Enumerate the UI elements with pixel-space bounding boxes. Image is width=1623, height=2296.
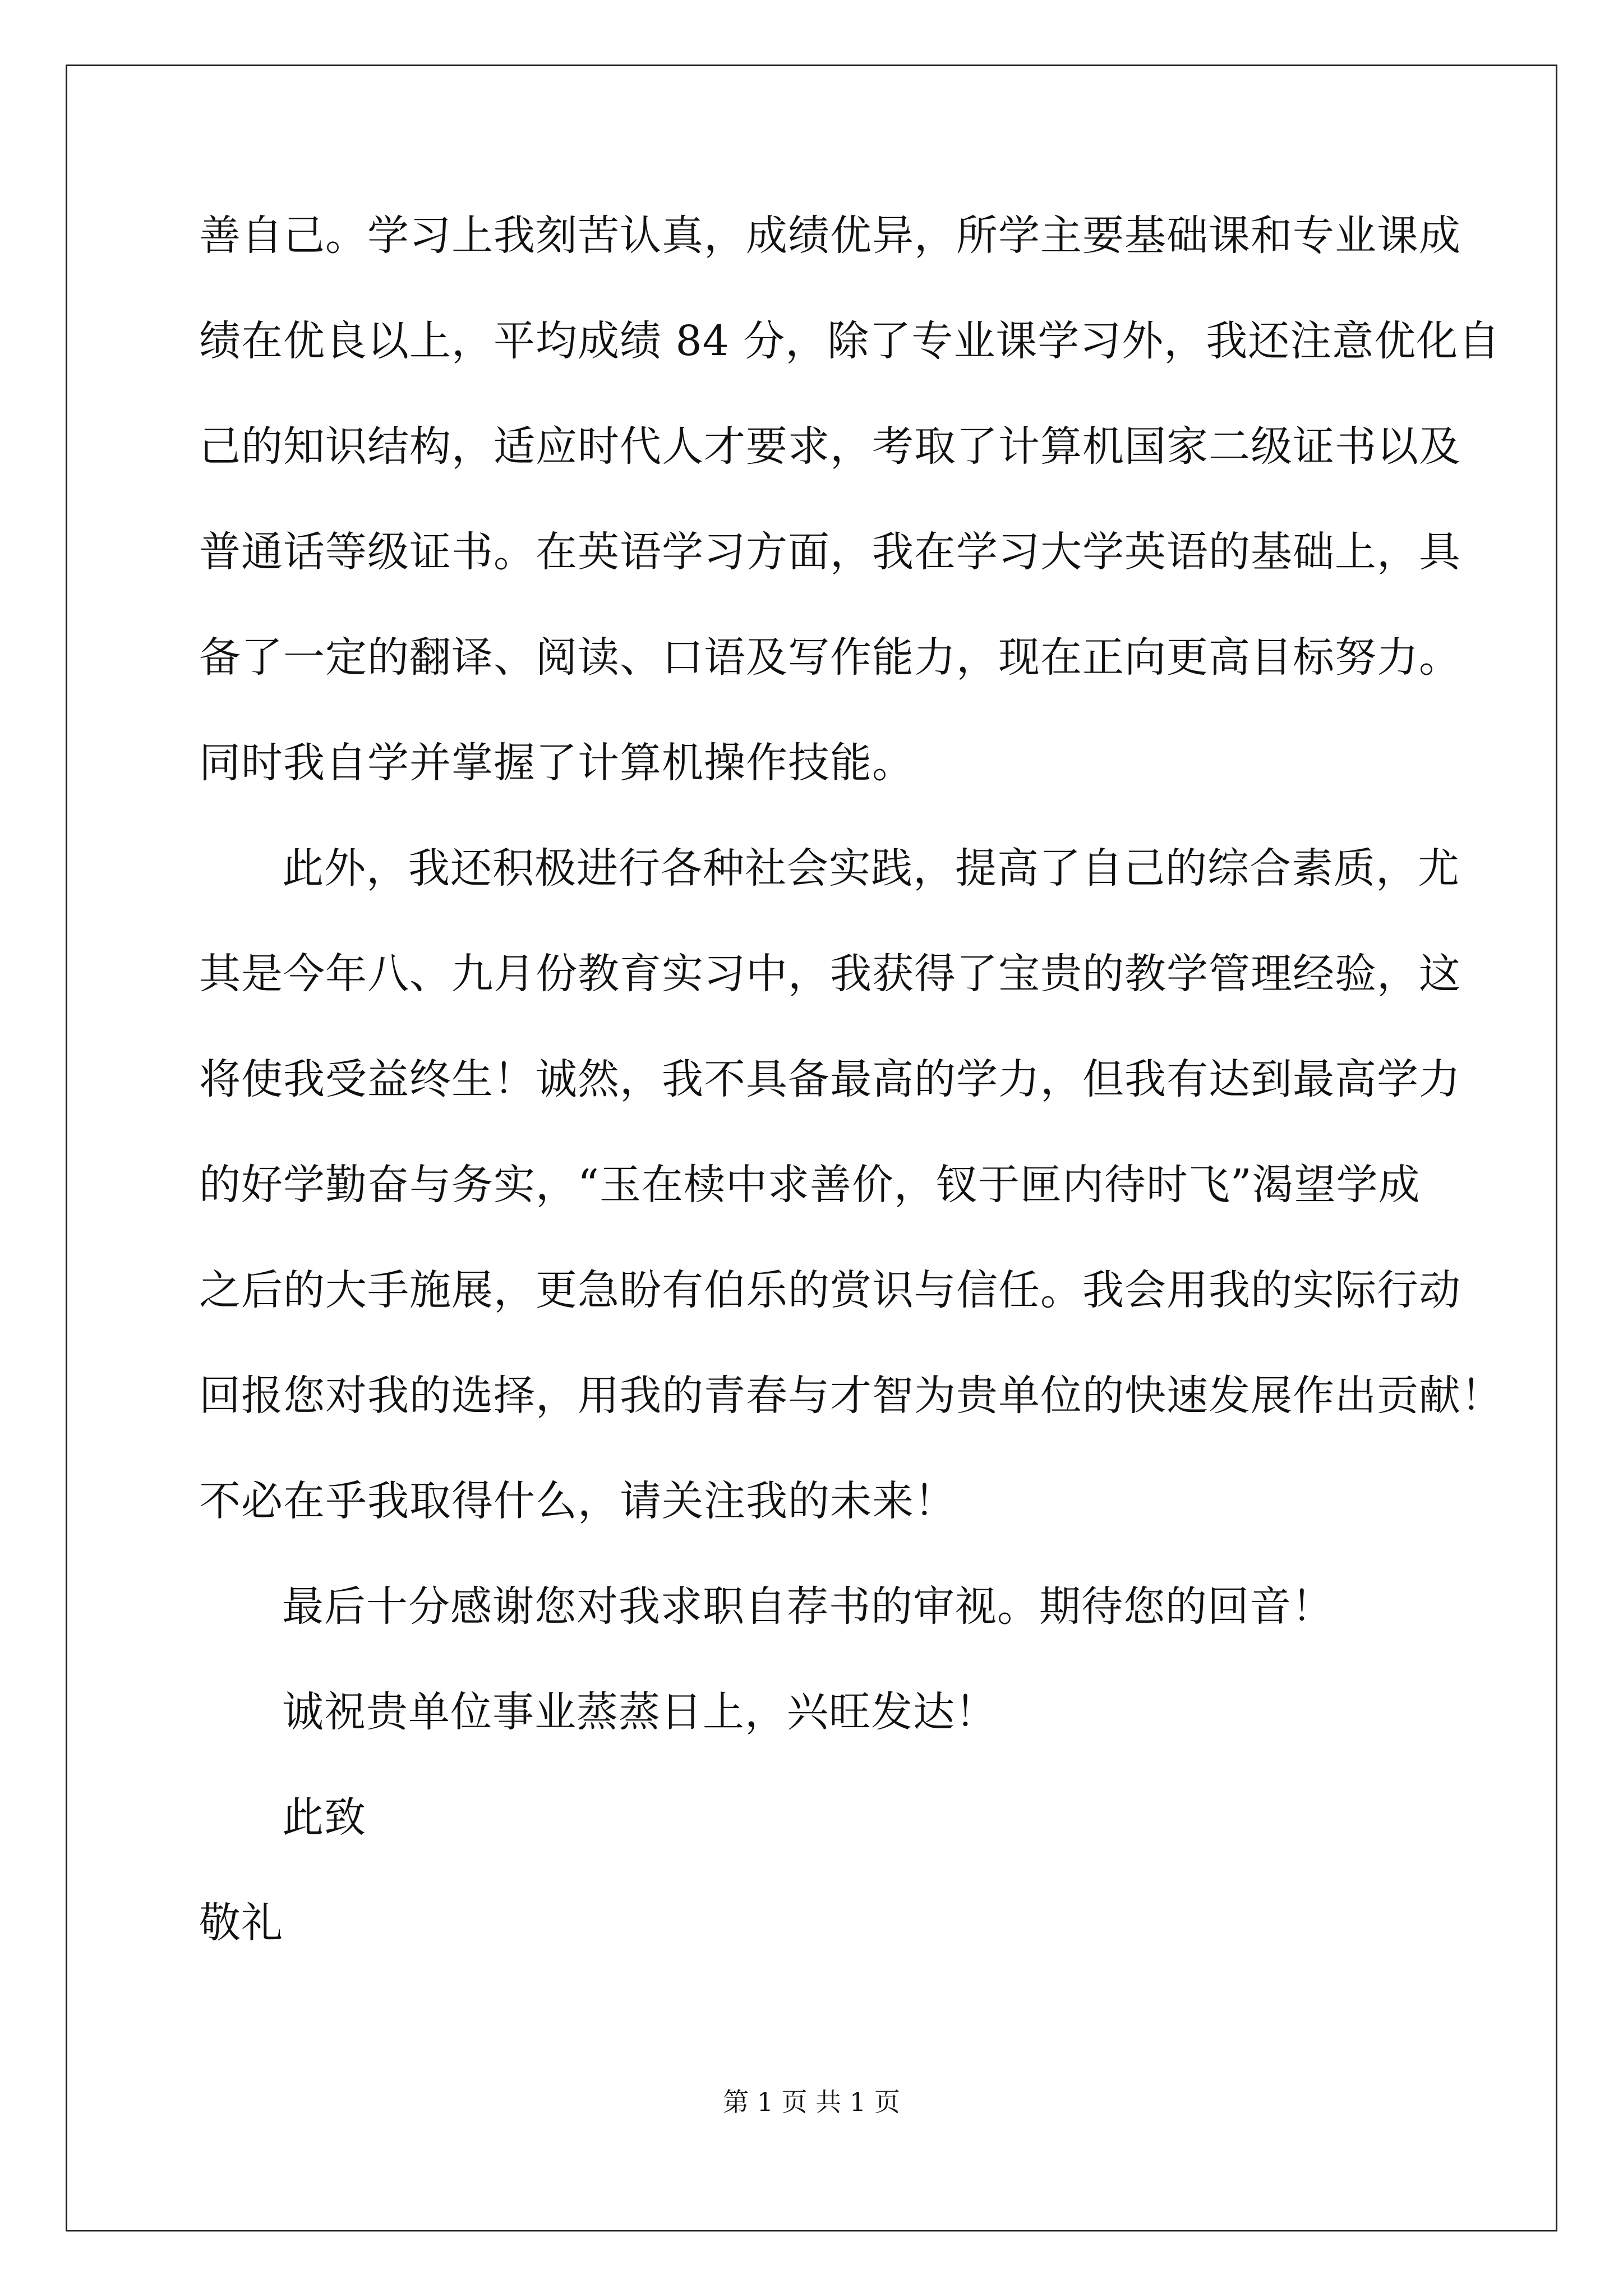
text-line: 回报您对我的选择，用我的青春与才智为贵单位的快速发展作出贡献！ xyxy=(199,1372,1503,1420)
text-line: 将使我受益终生！诚然，我不具备最高的学力，但我有达到最高学力 xyxy=(199,1055,1461,1103)
text-line: 不必在乎我取得什么，请关注我的未来！ xyxy=(199,1477,956,1525)
text-line: 诚祝贵单位事业蒸蒸日上，兴旺发达！ xyxy=(282,1688,997,1736)
page-border xyxy=(66,65,1557,2231)
text-line: 普通话等级证书。在英语学习方面，我在学习大学英语的基础上，具 xyxy=(199,528,1461,576)
text-line: 己的知识结构，适应时代人才要求，考取了计算机国家二级证书以及 xyxy=(199,422,1461,471)
text-line: 的好学勤奋与务实，“玉在椟中求善价，钗于匣内待时飞”渴望学成 xyxy=(199,1161,1421,1209)
text-line: 之后的大手施展，更急盼有伯乐的赏识与信任。我会用我的实际行动 xyxy=(199,1266,1461,1314)
closing-salutation: 此致 xyxy=(282,1793,366,1842)
text-line: 此外，我还积极进行各种社会实践，提高了自己的综合素质，尤 xyxy=(282,844,1460,892)
text-line: 最后十分感谢您对我求职自荐书的审视。期待您的回音！ xyxy=(282,1582,1334,1631)
text-line: 善自己。学习上我刻苦认真，成绩优异，所学主要基础课和专业课成 xyxy=(199,211,1461,260)
text-line: 同时我自学并掌握了计算机操作技能。 xyxy=(199,739,914,787)
text-line: 绩在优良以上，平均成绩 84 分，除了专业课学习外，我还注意优化自 xyxy=(199,317,1501,365)
text-line: 其是今年八、九月份教育实习中，我获得了宝贵的教学管理经验，这 xyxy=(199,950,1461,998)
closing-regards: 敬礼 xyxy=(199,1899,283,1947)
page-number-footer: 第 1 页 共 1 页 xyxy=(723,2087,900,2117)
text-line: 备了一定的翻译、阅读、口语及写作能力，现在正向更高目标努力。 xyxy=(199,633,1461,682)
